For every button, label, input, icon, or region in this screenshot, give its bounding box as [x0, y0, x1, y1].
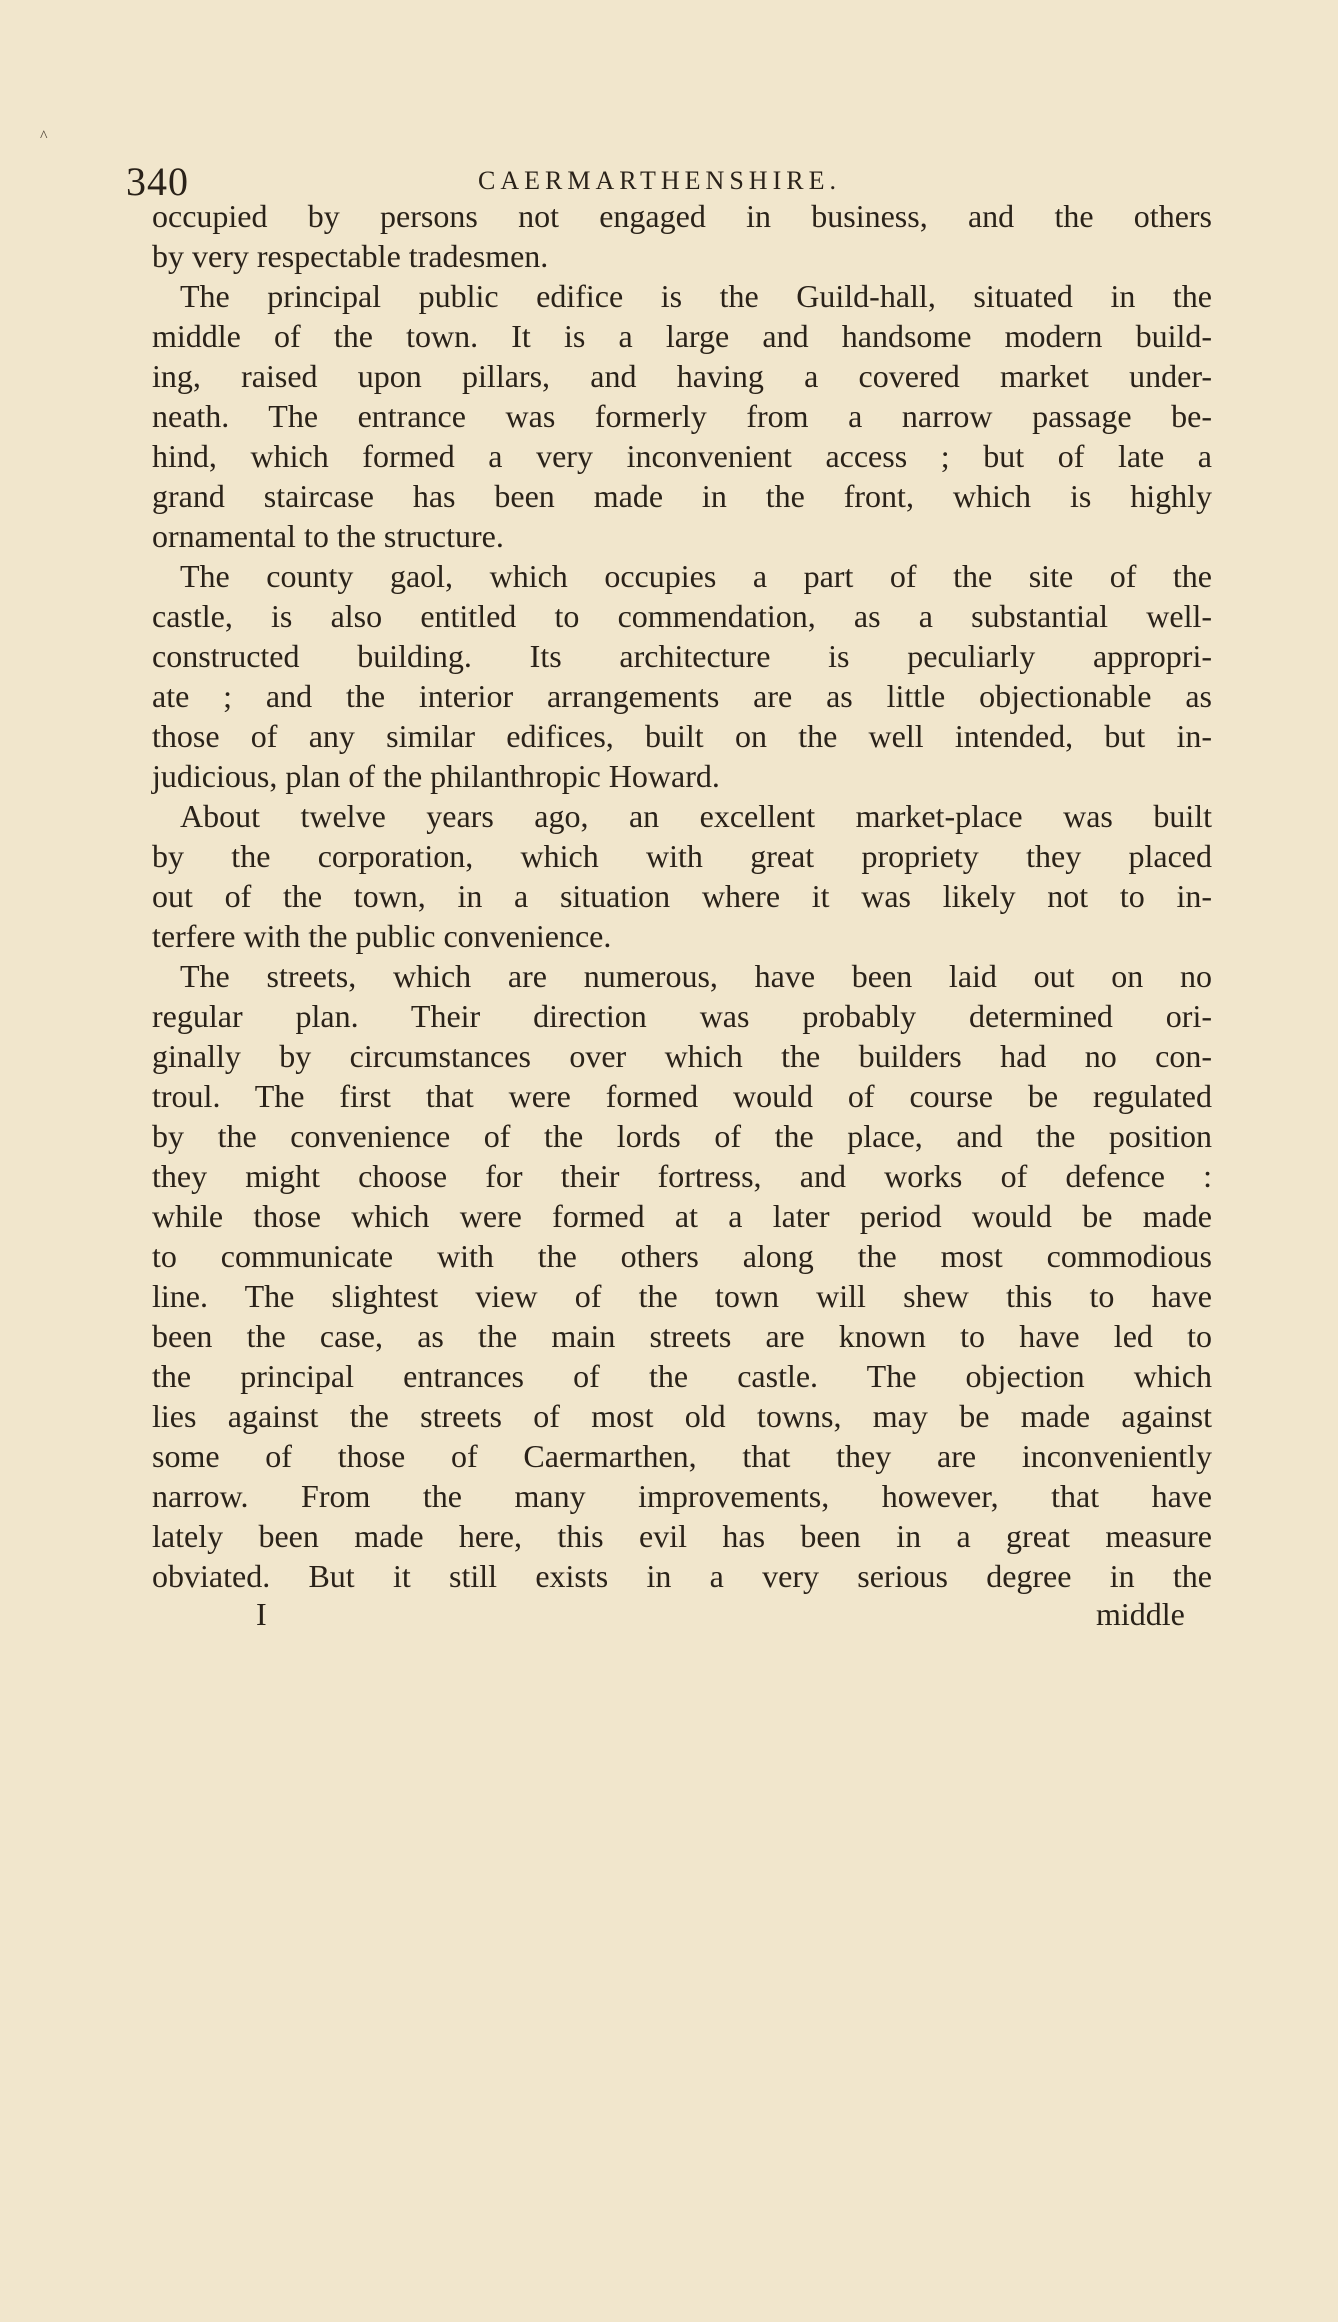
- catchword: middle: [1096, 1596, 1185, 1632]
- text-line: some of those of Caermarthen, that they are inconveniently: [152, 1438, 1212, 1474]
- signature-mark: I: [256, 1596, 267, 1632]
- text-line: they might choose for their fortress, and works of defence :: [152, 1158, 1212, 1194]
- text-line: to communicate with the others along the most commodious: [152, 1238, 1212, 1274]
- text-line: hind, which formed a very inconvenient access ; but of late a: [152, 438, 1212, 474]
- text-line: terfere with the public convenience.: [152, 918, 612, 954]
- text-line: constructed building. Its architecture is peculiarly appropri-: [152, 638, 1212, 674]
- text-line: obviated. But it still exists in a very serious degree in the: [152, 1558, 1212, 1594]
- text-line: ate ; and the interior arrangements are as little objectionable as: [152, 678, 1212, 714]
- text-line: narrow. From the many improvements, however, that have: [152, 1478, 1212, 1514]
- text-line: middle of the town. It is a large and handsome modern build-: [152, 318, 1212, 354]
- text-line: out of the town, in a situation where it was likely not to in-: [152, 878, 1212, 914]
- text-line: judicious, plan of the philanthropic Howard.: [152, 758, 720, 794]
- text-line: troul. The first that were formed would of course be regulated: [152, 1078, 1212, 1114]
- text-line: by the convenience of the lords of the place, and the position: [152, 1118, 1212, 1154]
- stray-mark: ^: [40, 128, 48, 145]
- text-line: castle, is also entitled to commendation, as a substantial well-: [152, 598, 1212, 634]
- text-line: ing, raised upon pillars, and having a covered market under-: [152, 358, 1212, 394]
- text-line: been the case, as the main streets are known to have led to: [152, 1318, 1212, 1354]
- text-line: The county gaol, which occupies a part of the site of the: [180, 558, 1212, 594]
- text-line: regular plan. Their direction was probably determined ori-: [152, 998, 1212, 1034]
- page-number: 340: [126, 159, 189, 204]
- text-line: the principal entrances of the castle. The objection which: [152, 1358, 1212, 1394]
- text-line: ornamental to the structure.: [152, 518, 504, 554]
- text-line: by the corporation, which with great propriety they placed: [152, 838, 1212, 874]
- text-line: by very respectable tradesmen.: [152, 238, 549, 274]
- text-line: About twelve years ago, an excellent market-place was built: [180, 798, 1212, 834]
- text-line: lies against the streets of most old towns, may be made against: [152, 1398, 1212, 1434]
- text-line: grand staircase has been made in the front, which is highly: [152, 478, 1212, 514]
- text-line: lately been made here, this evil has been in a great measure: [152, 1518, 1212, 1554]
- text-line: while those which were formed at a later period would be made: [152, 1198, 1212, 1234]
- text-line: neath. The entrance was formerly from a narrow passage be-: [152, 398, 1212, 434]
- text-line: The principal public edifice is the Guild-hall, situated in the: [180, 278, 1212, 314]
- text-line: line. The slightest view of the town will shew this to have: [152, 1278, 1212, 1314]
- text-line: those of any similar edifices, built on the well intended, but in-: [152, 718, 1212, 754]
- text-line: ginally by circumstances over which the builders had no con-: [152, 1038, 1212, 1074]
- running-head: CAERMARTHENSHIRE.: [478, 166, 841, 195]
- text-line: occupied by persons not engaged in business, and the others: [152, 198, 1212, 234]
- text-line: The streets, which are numerous, have been laid out on no: [180, 958, 1212, 994]
